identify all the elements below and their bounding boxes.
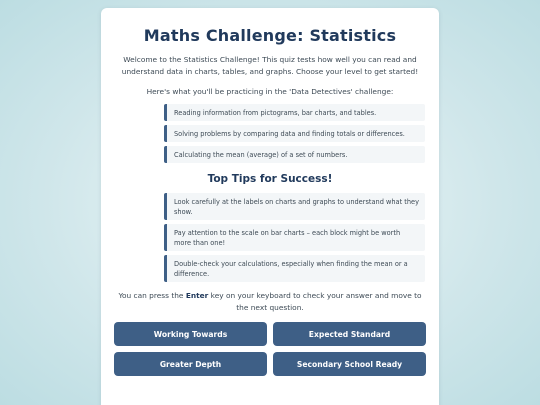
level-greater-depth-button[interactable]: Greater Depth [114, 352, 267, 376]
practice-list [113, 104, 425, 163]
enter-note-before: You can press the [118, 291, 186, 300]
enter-note-after: key on your keyboard to check your answer and move to the next question. [208, 291, 422, 312]
tips-heading: Top Tips for Success! [207, 173, 333, 185]
practice-item: Solving problems by comparing data and finding totals or differences. [164, 125, 425, 142]
enter-key-note [113, 290, 427, 314]
level-expected-standard-button[interactable]: Expected Standard [273, 322, 426, 346]
tips-list [113, 193, 425, 282]
practice-item: Calculating the mean (average) of a set of numbers. [164, 146, 425, 163]
level-working-towards-button[interactable]: Working Towards [114, 322, 267, 346]
tip-item: Double-check your calculations, especially when finding the mean or a difference. [164, 255, 425, 282]
page-title: Maths Challenge: Statistics [143, 26, 397, 45]
tip-item: Look carefully at the labels on charts and graphs to understand what they show. [164, 193, 425, 220]
practice-intro: Here's what you'll be practicing in the 'Data Detectives' challenge: [146, 87, 394, 96]
level-secondary-school-ready-button[interactable]: Secondary School Ready [273, 352, 426, 376]
tip-item: Pay attention to the scale on bar charts – each block might be worth more than one! [164, 224, 425, 251]
practice-item: Reading information from pictograms, bar charts, and tables. [164, 104, 425, 121]
intro-text: Welcome to the Statistics Challenge! This quiz tests how well you can read and understand data in charts, tables, and graphs. Choose your level to get started! [121, 55, 419, 76]
level-buttons [113, 322, 427, 376]
challenge-card [101, 8, 439, 405]
enter-key-label: Enter [185, 291, 209, 300]
